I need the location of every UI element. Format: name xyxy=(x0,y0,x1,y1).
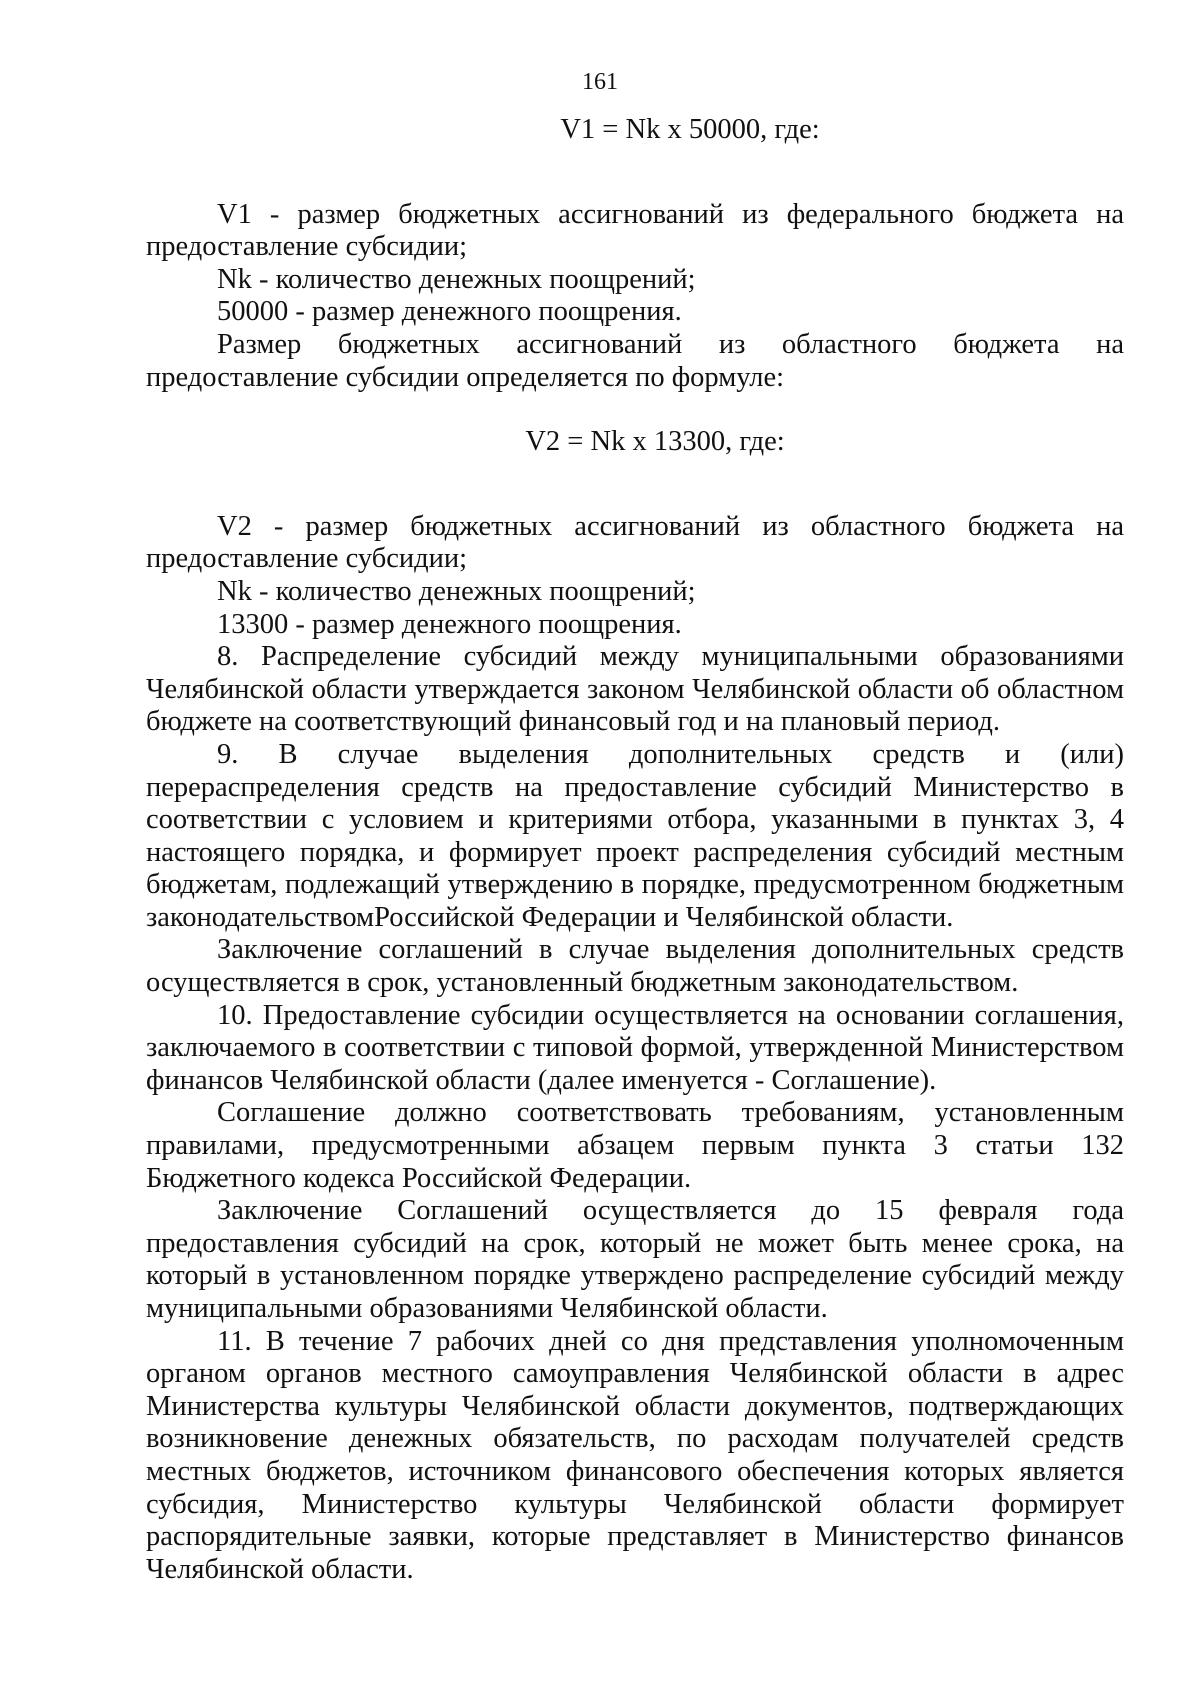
paragraph-nk-definition-2: Nk - количество денежных поощрений; xyxy=(217,575,696,607)
paragraph-agreements-term: Заключение соглашений в случае выделения дополнительных средств осуществляется в срок, установленный бюджетным законодательством. xyxy=(146,934,1124,999)
paragraph-nk-definition-1: Nk - количество денежных поощрений; xyxy=(217,263,696,295)
paragraph-agreement-deadline: Заключение Соглашений осуществляется до 15 февраля года предоставления субсидий на срок, который не может быть менее срока, на который в установленном порядке утверждено распределение субсидий между муниципальными образованиями Челябинской области. xyxy=(146,1195,1124,1324)
formula-v1: V1 = Nk x 50000, где: xyxy=(560,114,820,145)
paragraph-item-10: 10. Предоставление субсидии осуществляется на основании соглашения, заключаемого в соответствии с типовой формой, утвержденной Министерством финансов Челябинской области (далее именуется - Соглашение). xyxy=(146,999,1124,1096)
paragraph-item-11: 11. В течение 7 рабочих дней со дня представления уполномоченным органом органов местного самоуправления Челябинской области в адрес Министерства культуры Челябинской области документов, подтверждающих возникновение денежных обязательств, по расходам получателей средств местных бюджетов, источником финансового обеспечения которых является субсидия, Министерство культуры Челябинской области формирует распорядительные заявки, которые представляет в Министерство финансов Челябинской области. xyxy=(146,1325,1124,1585)
paragraph-v1-definition: V1 - размер бюджетных ассигнований из федерального бюджета на предоставление субсидии; xyxy=(146,198,1124,263)
paragraph-13300-definition: 13300 - размер денежного поощрения. xyxy=(217,608,682,640)
paragraph-v2-definition: V2 - размер бюджетных ассигнований из областного бюджета на предоставление субсидии; xyxy=(146,510,1124,575)
paragraph-item-9: 9. В случае выделения дополнительных средств и (или) перераспределения средств на предоставление субсидий Министерство в соответствии с условием и критериями отбора, указанными в пунктах 3, 4 настоящего порядка, и формирует проект распределения субсидий местным бюджетам, подлежащий утверждению в порядке, предусмотренном бюджетным законодательствомРоссийской Федерации и Челябинской области. xyxy=(146,738,1124,933)
formula-v2: V2 = Nk x 13300, где: xyxy=(525,426,785,458)
paragraph-50000-definition: 50000 - размер денежного поощрения. xyxy=(217,296,682,328)
page-number: 161 xyxy=(582,69,618,95)
paragraph-regional-budget-intro: Размер бюджетных ассигнований из областного бюджета на предоставление субсидии определяется по формуле: xyxy=(146,328,1124,393)
paragraph-agreement-requirements: Соглашение должно соответствовать требованиям, установленным правилами, предусмотренными абзацем первым пункта 3 статьи 132 Бюджетного кодекса Российской Федерации. xyxy=(146,1097,1124,1194)
document-body xyxy=(146,114,1124,1586)
paragraph-item-8: 8. Распределение субсидий между муниципальными образованиями Челябинской области утверждается законом Челябинской области об областном бюджете на соответствующий финансовый год и на плановый период. xyxy=(146,641,1124,738)
